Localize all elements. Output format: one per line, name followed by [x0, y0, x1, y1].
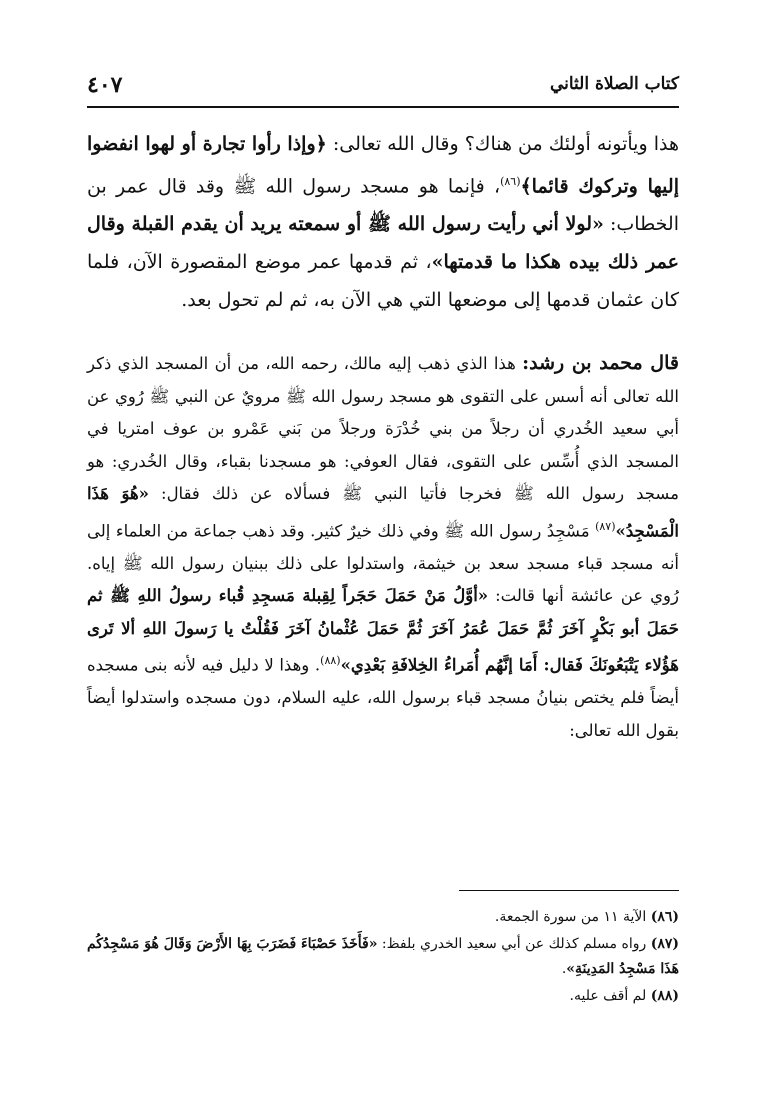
para2-text-3: . وهذا لا دليل فيه لأنه بنى مسجده أيضاً فلم يختص بنيانُ مسجد قباء برسول الله، عليه السلام، دون مسجده واستدلوا أيضاً بقول الله تعالى:	[87, 655, 679, 740]
paragraph-2	[87, 347, 679, 747]
para2-text-2: مَسْجِدُ رسول الله ﷺ وفي ذلك خيرٌ كثير. وقد ذهب جماعة من العلماء إلى أنه مسجد قباء مسجد سعد بن خيثمة، واستدلوا على ذلك ببنيان رسول الله ﷺ إياه. رُوي عن عائشة أنها قالت:	[87, 521, 679, 606]
footnote-number: (٨٦)	[650, 909, 679, 925]
footnote-quote: «فَأَخَذَ حَصْبَاءَ فَضَرَبَ بِهَا الأَرْضَ وَقَالَ هُوَ مَسْجِدُكُم هَذَا مَسْجِدُ المَدِينَةِ»	[86, 936, 679, 977]
footnote-end: .	[561, 961, 567, 977]
footnote-ref-86: (٨٦)	[500, 175, 521, 188]
page-number: ٤٠٧	[87, 72, 123, 98]
footnote-text: الآية ١١ من سورة الجمعة.	[494, 909, 647, 925]
paragraph-1	[87, 125, 679, 319]
footnote-87	[87, 932, 679, 982]
book-title: كتاب الصلاة الثاني	[549, 74, 679, 94]
quran-quote: ﴿وإذا رأوا تجارة أو لهوا انفضوا إليها وتركوك قائما﴾	[87, 133, 679, 198]
footnote-ref-88: (٨٨)	[320, 654, 341, 668]
hadith-quote-2: «أوَّلُ مَنْ حَمَلَ حَجَراً لِقِبلة مَسجِدِ قُباء رسولُ اللهِ ﷺ ثم حَمَلَ أبو بَكْرٍ آخَرَ ثُمَّ حَمَلَ عُمَرُ آخَرَ ثُمَّ حَمَلَ عُثْمانُ آخَرَ فَقُلْتُ يا رَسولَ اللهِ ألا تَرى هَؤُلاء يَتْبَعُونَكَ فَقال: أَمَا إنَّهُم أُمَراءُ الخِلافَةِ بَعْدِي»	[87, 586, 679, 675]
para1-text-2: ، فإنما هو مسجد رسول الله ﷺ وقد قال عمر بن الخطاب:	[87, 175, 679, 236]
footnote-88	[87, 984, 679, 1009]
main-text	[87, 125, 679, 747]
footnote-divider	[459, 890, 679, 891]
hadith-quote-1: «هُوَ هَذَا الْمَسْجِدُ»	[87, 484, 679, 541]
para2-text-1: هذا الذي ذهب إليه مالك، رحمه الله، من أن المسجد الذي ذكر الله تعالى أنه أسس على التقوى هو مسجد رسول الله ﷺ مرويٌ عن النبي ﷺ رُوي عن أبي سعيد الخُدري أن رجلاً من بني خُدْرَة ورجلاً من بَني عَمْرو بن عوف امتريا في المسجد الذي أُسِّس على التقوى، فقال العوفي: هو مسجدنا بقباء، وقال الخُدري: هو مسجد رسول الله ﷺ فخرجا فأتيا النبي ﷺ فسألاه عن ذلك فقال:	[87, 354, 679, 504]
footnotes	[87, 905, 679, 1011]
footnote-text: لم أقف عليه.	[569, 988, 647, 1004]
footnote-number: (٨٨)	[650, 988, 679, 1004]
header-divider	[87, 106, 679, 108]
footnote-ref-87: (٨٧)	[595, 519, 616, 533]
footnote-text: رواه مسلم كذلك عن أبي سعيد الخدري بلفظ:	[377, 936, 647, 952]
para1-text-1: هذا ويأتونه أولئك من هناك؟ وقال الله تعالى:	[326, 133, 679, 155]
section-lead: قال محمد بن رشد:	[522, 352, 679, 375]
footnote-86	[87, 905, 679, 930]
page-header	[87, 68, 679, 104]
footnote-number: (٨٧)	[650, 936, 679, 952]
para1-text-3: ، ثم قدمها عمر موضع المقصورة الآن، فلما كان عثمان قدمها إلى موضعها التي هي الآن به، ثم لم تحول بعد.	[87, 251, 679, 312]
umar-quote: «لولا أني رأيت رسول الله ﷺ أو سمعته يريد أن يقدم القبلة وقال عمر ذلك بيده هكذا ما قدمتها»	[87, 213, 679, 274]
